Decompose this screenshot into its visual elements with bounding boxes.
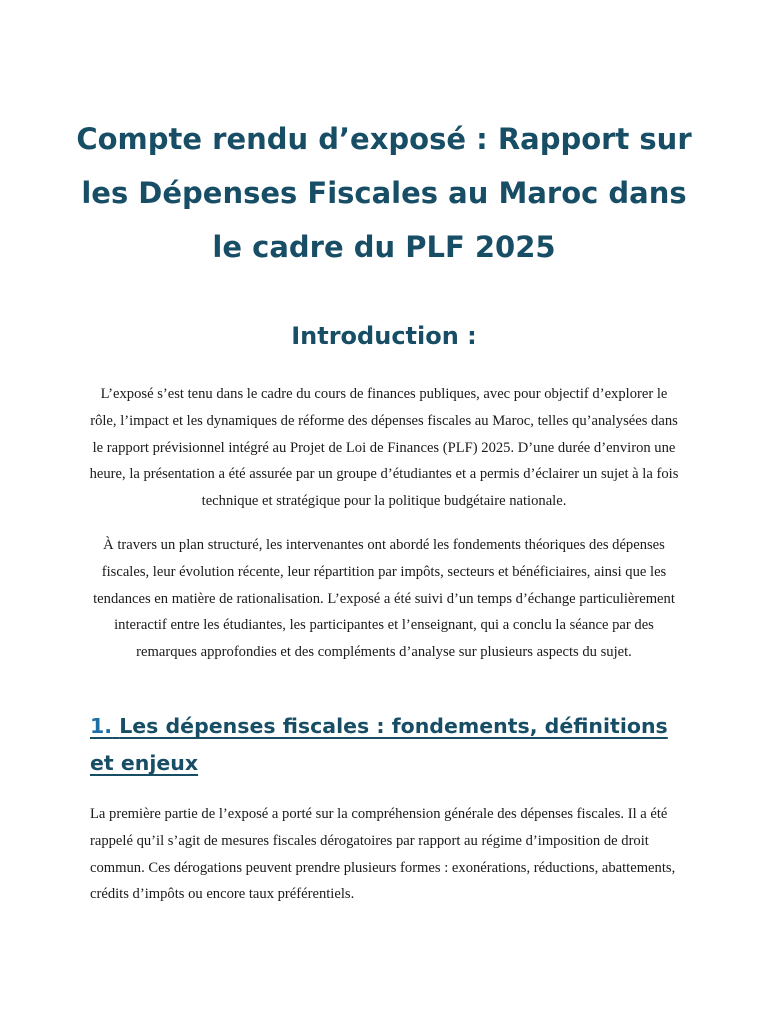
section-1-heading	[90, 708, 690, 782]
intro-paragraph-1: L’exposé s’est tenu dans le cadre du cours de finances publiques, avec pour objectif d’explorer le rôle, l’impact et les dynamiques de réforme des dépenses fiscales au Maroc, telles qu’analysées dans le rapport prévisionnel intégré au Projet de Loi de Finances (PLF) 2025. D’une durée d’environ une heure, la présentation a été assurée par un groupe d’étudiantes et a permis d’éclairer un sujet à la fois technique et stratégique pour la politique budgétaire nationale.	[89, 386, 679, 510]
introduction-heading: Introduction :	[291, 322, 477, 350]
section-1-paragraph: La première partie de l’exposé a porté sur la compréhension générale des dépenses fiscales. Il a été rappelé qu’il s’agit de mesures fiscales dérogatoires par rapport au régime d’imposition de droit commun. Ces dérogations peuvent prendre plusieurs formes : exonérations, réductions, abattements, crédits d’impôts ou encore taux préférentiels.	[90, 806, 676, 903]
intro-paragraph-2: À travers un plan structuré, les intervenantes ont abordé les fondements théoriques des dépenses fiscales, leur évolution récente, leur répartition par impôts, secteurs et bénéficiaires, ainsi que les tendances en matière de rationalisation. L’exposé a été suivi d’un temps d’échange particulièrement interactif entre les étudiantes, les participantes et l’enseignant, qui a conclu la séance par des remarques approfondies et des compléments d’analyse sur plusieurs aspects du sujet.	[93, 537, 675, 661]
section-1-heading-text: Les dépenses fiscales : fondements, définitions et enjeux	[90, 714, 668, 775]
section-1-number: 1.	[90, 714, 113, 738]
document-title: Compte rendu d’exposé : Rapport sur les Dépenses Fiscales au Maroc dans le cadre du PLF 2025	[76, 122, 692, 264]
